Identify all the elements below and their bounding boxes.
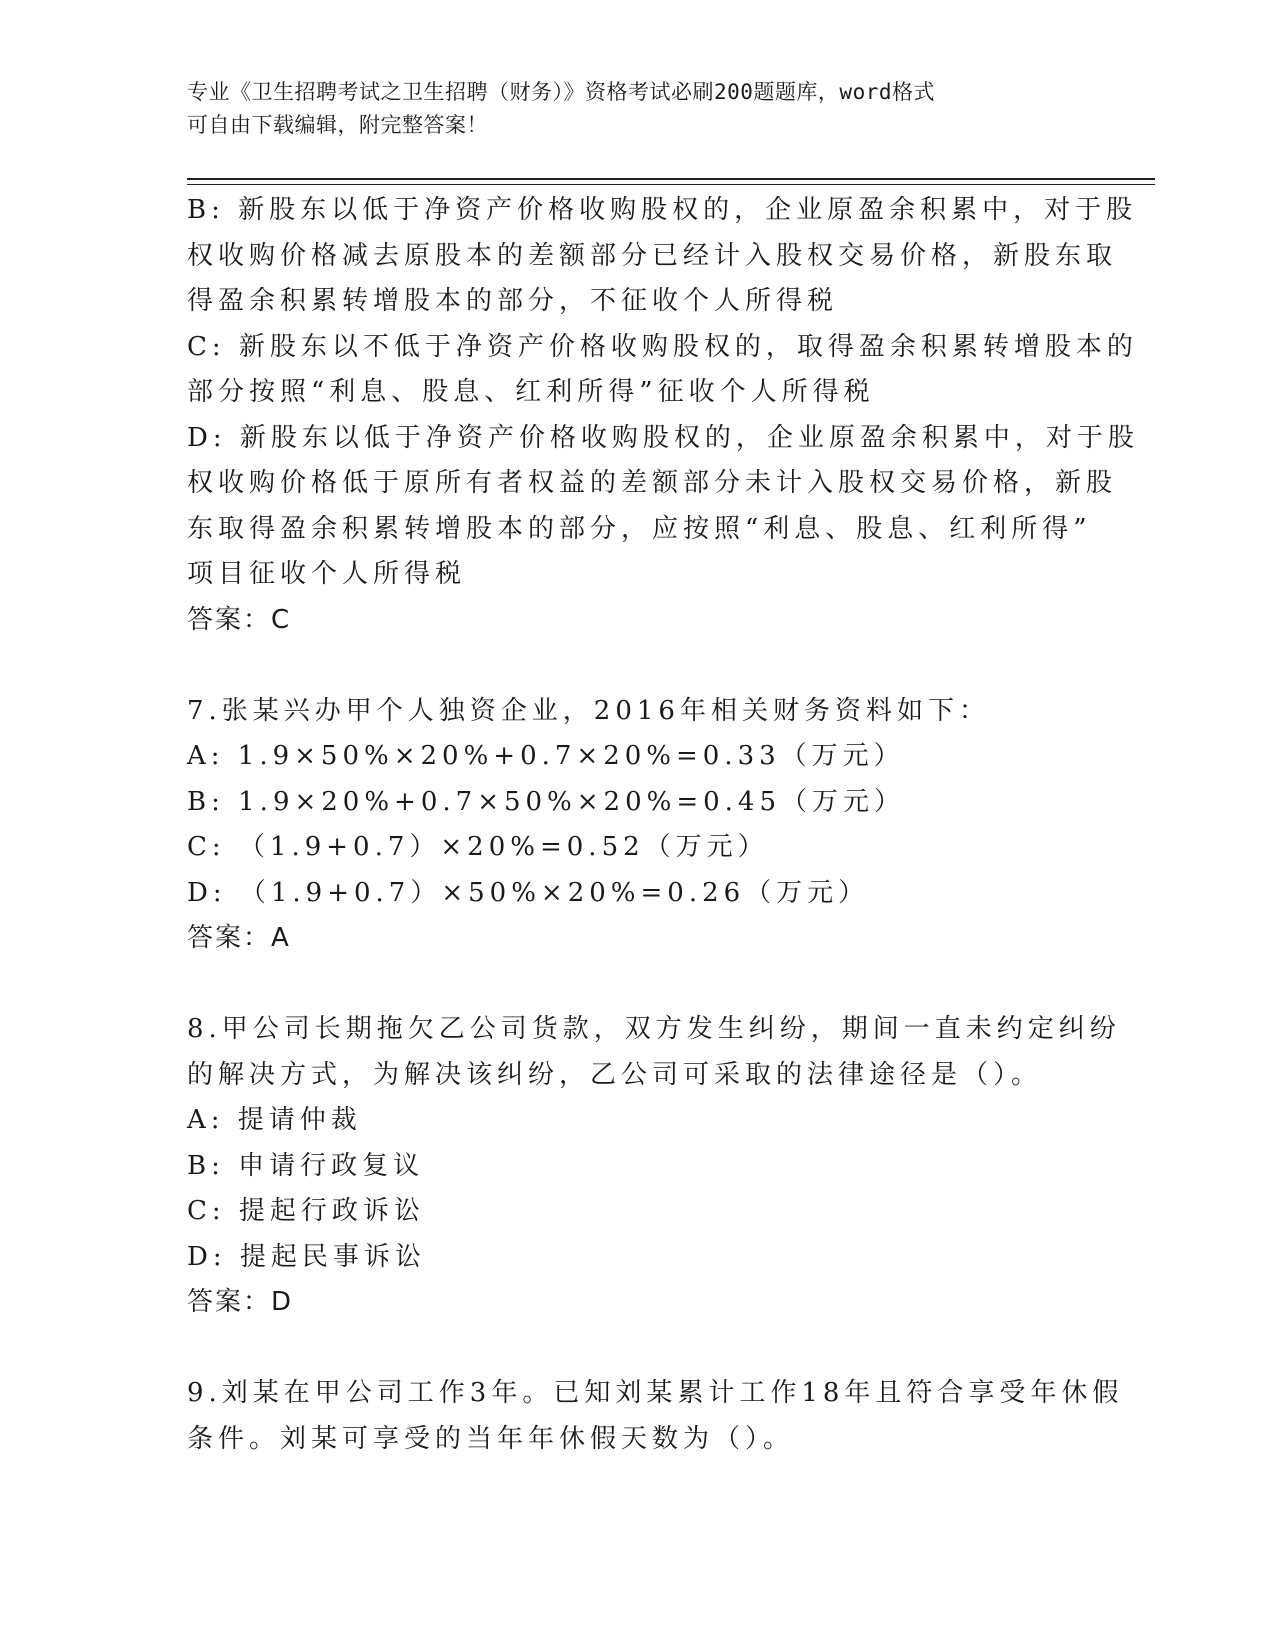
option-d-line: 权收购价格低于原所有者权益的差额部分未计入股权交易价格，新股 [187,468,1118,498]
question-8 [187,1007,1121,1326]
header-divider [187,178,1155,180]
question-9 [187,1371,1124,1462]
option-c-line: 部分按照“利息、股息、红利所得”征收个人所得税 [187,377,875,407]
spacer [187,1326,1087,1372]
header-line-2: 可自由下载编辑，附完整答案！ [187,113,488,137]
header-divider-thin [187,184,1155,185]
answer-label: 答案：D [187,1287,294,1317]
option-d: D: （1.9+0.7）×50%×20%=0.26（万元） [187,877,870,908]
option-d-line: D: 新股东以低于净资产价格收购股权的，企业原盈余积累中，对于股 [187,422,1139,453]
option-c-line: C: 新股东以不低于净资产价格收购股权的，取得盈余积累转增股本的 [187,331,1138,362]
option-b: B: 1.9×20%+0.7×50%×20%=0.45（万元） [187,786,906,817]
option-c: C: 提起行政诉讼 [187,1196,425,1226]
document-body [187,188,1139,1462]
option-a: A: 提请仲裁 [187,1105,362,1135]
option-b-line: 得盈余积累转增股本的部分，不征收个人所得税 [187,286,839,316]
spacer [187,643,1087,689]
option-b-line: 权收购价格减去原股本的差额部分已经计入股权交易价格，新股东取 [187,240,1118,271]
document-header [187,76,1067,142]
spacer [187,962,1087,1008]
option-c: C: （1.9+0.7）×20%=0.52（万元） [187,832,769,862]
option-b-line: B: 新股东以低于净资产价格收购股权的，企业原盈余积累中，对于股 [187,195,1138,225]
option-d: D: 提起民事诉讼 [187,1241,426,1272]
question-7 [187,689,1087,962]
option-a: A: 1.9×50%×20%+0.7×20%=0.33（万元） [187,741,905,771]
header-line-1: 专业《卫生招聘考试之卫生招聘（财务）》资格考试必刷200题题库，word格式 [187,80,935,104]
question-text: 9.刘某在甲公司工作3年。已知刘某累计工作18年且符合享受年休假 [187,1378,1124,1408]
question-6-continued [187,188,1139,643]
option-d-line: 项目征收个人所得税 [187,559,467,589]
question-text: 7.张某兴办甲个人独资企业，2016年相关财务资料如下： [187,695,990,726]
answer-label: 答案：A [187,923,291,953]
question-text: 的解决方式，为解决该纠纷，乙公司可采取的法律途径是（）。 [187,1059,1043,1090]
question-text: 条件。刘某可享受的当年年休假天数为（）。 [187,1423,795,1454]
question-text: 8.甲公司长期拖欠乙公司货款，双方发生纠纷，期间一直未约定纠纷 [187,1014,1121,1044]
option-b: B: 申请行政复议 [187,1150,425,1181]
option-d-line: 东取得盈余积累转增股本的部分，应按照“利息、股息、红利所得” [187,513,1092,544]
answer-label: 答案：C [187,604,292,635]
